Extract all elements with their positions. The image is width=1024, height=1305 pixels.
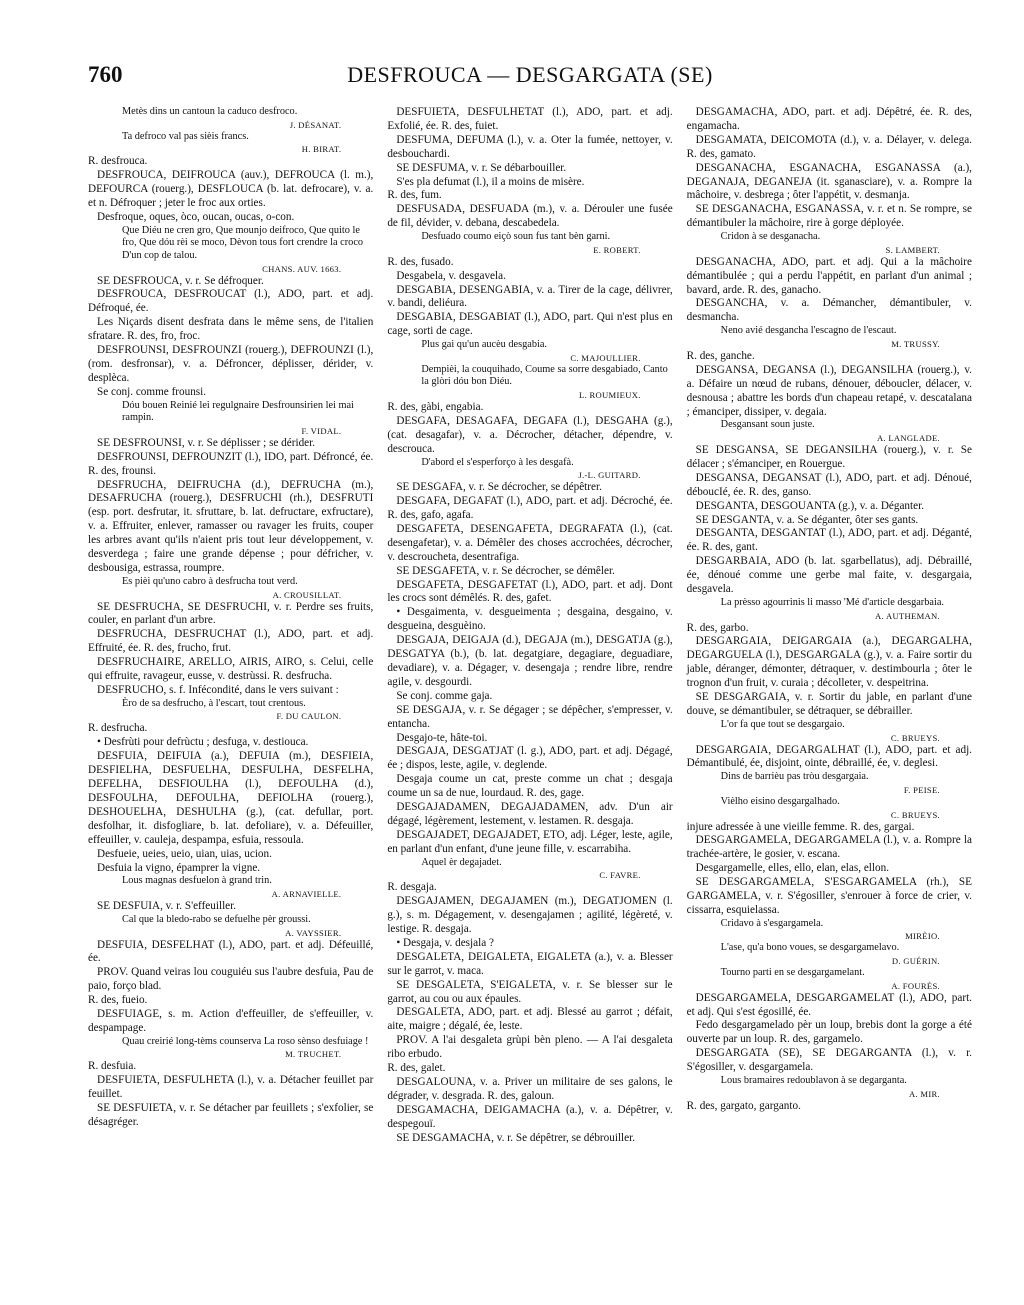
column-left xyxy=(88,106,373,1145)
entry-paragraph: SE DESFROUCA, v. r. Se défroquer. xyxy=(97,274,264,287)
entry-paragraph: • Desgaimenta, v. desgueimenta ; desgaina, desgaino, v. desgueina, desguèino. xyxy=(387,606,673,633)
quotation: Desfuado coumo eiçò soun fus tant bèn garni. xyxy=(421,231,611,243)
attribution: D. GUÉRIN. xyxy=(891,956,940,967)
entry-paragraph: DESGANSA, DEGANSA (l.), DEGANSILHA (rouerg.), v. a. Défaire un nœud de rubans, dénouer, déboucler, délacer, v. desnousa ; abattre les bords d'un chapeau retapé, v. descatalana ; émanciper, dissiper, v. degaia. xyxy=(686,363,972,418)
quotation: Quau creirié long-tèms counserva La roso sènso desfuiage ! xyxy=(122,1035,369,1047)
column-middle xyxy=(387,106,672,1145)
entry-paragraph: DESGANSA, DEGANSAT (l.), ADO, part. et adj. Dénoué, déboucIé, ée. R. des, ganso. xyxy=(686,471,972,498)
entry-paragraph: R. desfuia. xyxy=(88,1060,137,1073)
attribution: J.-L. GUITARD. xyxy=(578,470,641,481)
entry-paragraph: R. des, fueio. xyxy=(88,994,148,1007)
running-head: DESFROUCA — DESGARGATA (SE) xyxy=(347,62,713,87)
quotation: Dóu bouen Reinié lei regulgnaire Desfrounsirien lei mai rampin. xyxy=(122,399,354,424)
quotation: L'ase, qu'a bono voues, se desgargamelavo. xyxy=(720,942,900,954)
quotation: Èro de sa desfrucho, à l'escart, tout crentous. xyxy=(122,697,306,709)
entry-paragraph: SE DESFUIA, v. r. S'effeuiller. xyxy=(97,900,237,912)
entry-paragraph: DESGARGAIA, DEGARGALHAT (l.), ADO, part. et adj. Démantibulé, ée, disjoint, ointe, débraillé, ée, v. deglesi. xyxy=(686,743,972,770)
entry-paragraph: S'es pla defumat (l.), il a moins de misère. xyxy=(396,175,585,188)
attribution: F. DU CAULON. xyxy=(276,711,342,722)
entry-paragraph: DESGARGAMELA, DEGARGAMELA (l.), v. a. Rompre la trachée-artère, le gosier, v. escana. xyxy=(686,834,972,861)
attribution: A. VAYSSIER. xyxy=(285,927,342,938)
entry-paragraph: R. des, galet. xyxy=(387,1062,446,1075)
entry-paragraph: DESGAJADAMEN, DEGAJADAMEN, adv. D'un air dégagé, légèrement, lestement, v. lestamen. R. desgaja. xyxy=(387,801,673,827)
entry-paragraph: R. des, fum. xyxy=(387,189,442,202)
attribution: M. TRUCHET. xyxy=(285,1049,342,1060)
attribution: L. ROUMIEUX. xyxy=(579,389,641,400)
attribution: A. MIR. xyxy=(908,1088,940,1099)
entry-paragraph: SE DESFUIETA, v. r. Se détacher par feuillets ; s'exfolier, se désagréger. xyxy=(88,1102,374,1129)
entry-paragraph: DESFROUCA, DEIFROUCA (auv.), DEFROUCA (l. m.), DEFOURCA (rouerg.), DESFLOUCA (b. lat. defrocare), v. a. et n. Défroquer ; jeter le froc aux orties. xyxy=(88,169,374,209)
attribution: A. ARNAVIELLE. xyxy=(271,889,342,899)
entry-paragraph: DESGALETA, ADO, part. et adj. Blessé au garrot ; défait, aite, maigre ; dégalé, ée, leste. xyxy=(387,1006,673,1033)
entry-paragraph: DESFROUNSI, DESFROUNZI (rouerg.), DEFROUNZI (l.), (rom. desfronsar), v. a. Défroncer, déplisser, dérider, v. desplèca. xyxy=(88,344,374,384)
page-number: 760 xyxy=(88,62,123,87)
entry-paragraph: DESGANCHA, v. a. Démancher, démantibuler, v. desmancha. xyxy=(686,297,972,324)
entry-paragraph: DESGARBAIA, ADO (b. lat. sgarbellatus), adj. Débraillé, ée, dénoué comme une gerbe mal faite, v. desgargaia, desgavela. xyxy=(686,555,972,596)
entry-paragraph: DESFUIA, DESFELHAT (l.), ADO, part. et adj. Défeuillé, ée. xyxy=(88,938,374,965)
entry-paragraph: Fedo desgargamelado pèr un loup, brebis dont la gorge a été ouverte par un loup. R. des, gargamelo. xyxy=(686,1019,972,1046)
attribution: J. DÉSANAT. xyxy=(289,119,342,130)
entry-paragraph: DESGAMACHA, ADO, part. et adj. Dépêtré, ée. R. des, engamacha. xyxy=(686,106,972,132)
entry-paragraph: Desfroque, oques, òco, oucan, oucas, o-con. xyxy=(97,210,295,223)
entry-paragraph: SE DESGAMACHA, v. r. Se dépêtrer, se débrouiller. xyxy=(396,1131,636,1144)
entry-paragraph: injure adressée à une vieille femme. R. des, gargai. xyxy=(686,820,915,833)
attribution: A. LANGLADE. xyxy=(876,433,940,443)
attribution: M. TRUSSY. xyxy=(891,338,940,349)
columns xyxy=(88,106,972,1145)
attribution: MIRÈIO. xyxy=(905,931,940,942)
entry-paragraph: R. desfrucha. xyxy=(88,722,148,735)
entry-paragraph: DESFUMA, DEFUMA (l.), v. a. Oter la fumée, nettoyer, v. desbouchardi. xyxy=(387,133,673,160)
quotation: Vièlho eisino desgargalhado. xyxy=(720,795,840,807)
entry-paragraph: DESGANACHA, ESGANACHA, ESGANASSA (a.), DEGANAJA, DEGANEJA (it. sganasciare), v. a. Rompre la mâchoire, v. desbrega ; ôter l'appétit, v. desmanja. xyxy=(686,161,972,202)
column-right xyxy=(687,106,972,1145)
entry-paragraph: DESGAMATA, DEICOMOTA (d.), v. a. Délayer, v. delega. R. des, gamato. xyxy=(686,133,972,160)
entry-paragraph: DESFUIETA, DESFULHETA (l.), v. a. Détacher feuillet par feuillet. xyxy=(88,1074,374,1101)
entry-paragraph: SE DESGAJA, v. r. Se dégager ; se dépêcher, s'empresser, v. entancha. xyxy=(387,703,673,730)
entry-paragraph: SE DESGANSA, SE DEGANSILHA (rouerg.), v. r. Se délacer ; s'émanciper, en Rouergue. xyxy=(686,444,972,470)
quotation: Metès dins un cantoun la caduco desfroco. xyxy=(122,106,298,117)
entry-paragraph: SE DESGAFA, v. r. Se décrocher, se dépêtrer. xyxy=(396,481,602,494)
attribution: C. BRUEYS. xyxy=(890,732,940,743)
entry-paragraph: SE DESGANACHA, ESGANASSA, v. r. et n. Se rompre, se démantibuler la mâchoire, rire à gorge déployée. xyxy=(686,203,972,230)
quotation: Cridavo à s'esgargamela. xyxy=(720,917,824,929)
quotation: Es pièi qu'uno cabro à desfrucha tout verd. xyxy=(122,575,298,587)
entry-paragraph: DESFUSADA, DESFUADA (m.), v. a. Dérouler une fusée de fil, dévider, v. debana, descabedela. xyxy=(387,203,673,230)
entry-paragraph: SE DESGANTA, v. a. Se déganter, ôter ses gants. xyxy=(695,513,919,526)
entry-paragraph: DESGAFETA, DESGAFETAT (l.), ADO, part. et adj. Dont les crocs sont démêlés. R. des, gafet. xyxy=(387,578,673,605)
entry-paragraph: DESGAJAMEN, DEGAJAMEN (m.), DEGATJOMEN (l. g.), s. m. Dégagement, v. desengajamen ; agilité, légèreté, v. lestige. R. desgaja. xyxy=(387,895,673,935)
entry-paragraph: DESGALOUNA, v. a. Priver un militaire de ses galons, le dégrader, v. desgrada. R. des, galoun. xyxy=(387,1075,673,1102)
entry-paragraph: DESGAJA, DESGATJAT (l. g.), ADO, part. et adj. Dégagé, ée ; dispos, leste, agile, v. deglende. xyxy=(387,745,673,772)
entry-paragraph: DESGABIA, DESENGABIA, v. a. Tirer de la cage, délivrer, v. bandi, deliéura. xyxy=(387,283,673,310)
entry-paragraph: DESGAFA, DESAGAFA, DEGAFA (l.), DESGAHA (g.), (cat. desagafar), v. a. Décrocher, détacher, dépendre, v. descrouca. xyxy=(387,414,673,455)
entry-paragraph: R. des, gàbi, engabia. xyxy=(387,400,484,413)
entry-paragraph: • Desgaja, v. desjala ? xyxy=(396,936,494,949)
quotation: Tourno parti en se desgargamelant. xyxy=(720,967,865,979)
attribution: F. PEISE. xyxy=(903,784,940,795)
entry-paragraph: R. des, gargato, garganto. xyxy=(686,1099,801,1112)
quotation: Cridon à se desganacha. xyxy=(720,231,821,243)
attribution: H. BIRAT. xyxy=(301,144,342,155)
entry-paragraph: DESGALETA, DEIGALETA, EIGALETA (a.), v. a. Blesser sur le garrot, v. maca. xyxy=(387,950,673,977)
attribution: S. LAMBERT. xyxy=(885,244,940,255)
attribution: A. AUTHEMAN. xyxy=(875,610,940,621)
entry-paragraph: DESFROUNSI, DEFROUNZIT (l.), IDO, part. Défroncé, ée. R. des, frounsi. xyxy=(88,450,374,477)
entry-paragraph: DESGAFETA, DESENGAFETA, DEGRAFATA (l.), (cat. desengafetar), v. a. Démêler des choses accrochées, décrocher, v. descroucheta, desentrafiga. xyxy=(387,522,673,563)
quotation: Plus gai qu'un aucèu desgabia. xyxy=(421,339,548,351)
entry-paragraph: PROV. Quand veiras lou couguiéu sus l'aubre desfuia, Pau de paio, forço blad. xyxy=(88,966,374,993)
attribution: C. FAVRE. xyxy=(599,870,641,881)
entry-paragraph: R. desgaja. xyxy=(387,881,437,894)
quotation: Cal que la bledo-rabo se defuelhe pèr groussi. xyxy=(122,913,311,925)
entry-paragraph: DESGAJA, DEIGAJA (d.), DEGAJA (m.), DESGATJA (g.), DESGATYA (b.), (b. lat. degatgiare, degagiare, deguadiare, devadiare), v. a. Dégager, v. desengaja ; rendre libre, rendre agile, v. desgourdi. xyxy=(387,634,673,688)
quotation: Lous bramaires redoublavon à se degarganta. xyxy=(720,1075,907,1087)
entry-paragraph: DESGABIA, DESGABIAT (l.), ADO, part. Qui n'est plus en cage, sorti de cage. xyxy=(387,311,673,338)
entry-paragraph: DESGAFA, DEGAFAT (l.), ADO, part. et adj. Décroché, ée. R. des, gafo, agafa. xyxy=(387,495,673,521)
entry-paragraph: R. des, fusado. xyxy=(387,255,454,268)
entry-paragraph: DESGARGATA (SE), SE DEGARGANTA (l.), v. r. S'égosiller, v. desgargamela. xyxy=(686,1047,972,1074)
entry-paragraph: DESFRUCHA, DESFRUCHAT (l.), ADO, part. et adj. Effruité, ée. R. des, frucho, frut. xyxy=(88,628,374,655)
entry-paragraph: R. desfrouca. xyxy=(88,155,148,168)
entry-paragraph: DESGAJADET, DEGAJADET, ETO, adj. Léger, leste, agile, en parlant d'un enfant, d'une jeune fille, v. escarrabiha. xyxy=(387,828,673,855)
entry-paragraph: SE DESGAFETA, v. r. Se décrocher, se démêler. xyxy=(396,564,615,577)
entry-paragraph: DESFRUCHA, DEIFRUCHA (d.), DEFRUCHA (m.), DESAFRUCHA (rouerg.), DESFRUCHI (rh.), DESFRUTI (esp. port. desfrutar, it. sfruttare, b. lat. defructare, exfructare), v. a. Effruiter, enlever, ramasser ou ravager les fruits, couper les arbres avant qu'ils n'aient pris tout leur développement, v. desverdega ; faire une grande dépense ; pour défricher, v. desbousiga, estrassa, roumpre. xyxy=(88,478,374,574)
entry-paragraph: Desgargamelle, elles, ello, elan, elas, ellon. xyxy=(695,862,889,875)
entry-paragraph: DESFUIAGE, s. m. Action d'effeuiller, de s'effeuiller, v. despampage. xyxy=(88,1008,374,1034)
entry-paragraph: DESGANTA, DESGANTAT (l.), ADO, part. et adj. Déganté, ée. R. des, gant. xyxy=(686,527,972,554)
entry-paragraph: Se conj. comme frounsi. xyxy=(97,385,207,398)
attribution: A. CROUSILLAT. xyxy=(272,589,342,600)
entry-paragraph: R. des, ganche. xyxy=(686,349,755,362)
entry-paragraph: Les Niçards disent desfrata dans le même sens, de l'italien sfratare. R. des, fro, froc. xyxy=(88,316,374,343)
quotation: Lous magnas desfuelon à grand trin. xyxy=(122,875,272,887)
quotation: La prèsso agourrinis li masso 'Mé d'article desgarbaia. xyxy=(720,596,944,608)
quotation: Desgansant soun juste. xyxy=(720,419,815,431)
quotation: Ta defroco val pas sièis francs. xyxy=(122,130,249,142)
attribution: F. VIDAL. xyxy=(301,425,342,436)
entry-paragraph: SE DESGARGAMELA, S'ESGARGAMELA (rh.), SE GARGAMELA, v. r. S'égosiller, s'enrouer à force de crier, v. cissarra, esquielassa. xyxy=(686,876,972,916)
entry-paragraph: • Desfrùti pour defrùctu ; desfuga, v. destiouca. xyxy=(97,736,309,749)
entry-paragraph: DESGAMACHA, DEIGAMACHA (a.), v. a. Dépêtrer, v. despegouï. xyxy=(387,1103,673,1130)
attribution: C. BRUEYS. xyxy=(890,809,940,820)
quotation: Dempièi, la couquihado, Coume sa sorre desgabiado, Canto la glòri dóu bon Diéu. xyxy=(421,363,668,388)
entry-paragraph: R. des, garbo. xyxy=(686,621,749,634)
entry-paragraph: Desfueie, ueies, ueio, uian, uias, ucion. xyxy=(97,847,272,860)
quotation: Neno avié desgancha l'escagno de l'escaut. xyxy=(720,325,897,337)
entry-paragraph: DESGANTA, DESGOUANTA (g.), v. a. Déganter. xyxy=(695,499,924,512)
entry-paragraph: Desfuia la vigno, épamprer la vigne. xyxy=(97,861,261,874)
entry-paragraph: DESFUIETA, DESFULHETAT (l.), ADO, part. et adj. Exfolié, ée. R. des, fuiet. xyxy=(387,106,673,132)
entry-paragraph: PROV. A l'ai desgaleta grùpi bèn pleno. — A l'ai desgaleta ribo erbudo. xyxy=(387,1034,673,1061)
entry-paragraph: DESGANACHA, ADO, part. et adj. Qui a la mâchoire démantibulée ; qui a perdu l'appétit, en parlant d'un animal ; bavard, arde. R. des, ganacho. xyxy=(686,255,972,296)
attribution: A. FOURÈS. xyxy=(891,980,940,991)
entry-paragraph: DESFRUCHO, s. f. Infécondité, dans le vers suivant : xyxy=(97,683,339,696)
entry-paragraph: Se conj. comme gaja. xyxy=(396,689,493,702)
quotation: Que Diéu ne cren gro, Que mounjo deifroco, Que quito le fro, Que dóu rèi se moco, Dèvon tous fort crendre la croco D'un cop de talou. xyxy=(122,224,364,261)
quotation: Aquel èr degajadet. xyxy=(421,856,502,868)
entry-paragraph: DESGARGAIA, DEIGARGAIA (a.), DEGARGALHA, DEGARGUELA (l.), DESGARGALA (g.), v. a. Faire sortir du jable, déranger, démonter, détraquer, v. destimbourla ; ôter le trognon d'un fruit, v. curaia ; décolleter, v. despeitrina. xyxy=(686,635,972,690)
attribution: E. ROBERT. xyxy=(593,244,641,255)
quotation: Dins de barrièu pas tròu desgargaia. xyxy=(720,771,869,783)
entry-paragraph: SE DESGARGAIA, v. r. Sortir du jable, en parlant d'une douve, se démantibuler, se détraquer, se débrailler. xyxy=(686,691,972,717)
entry-paragraph: DESGARGAMELA, DESGARGAMELAT (l.), ADO, part. et adj. Qui s'est égosillé, ée. xyxy=(686,991,972,1018)
attribution: C. MAJOULLIER. xyxy=(570,352,641,363)
entry-paragraph: DESFUIA, DEIFUIA (a.), DEFUIA (m.), DESFIEIA, DESFIELHA, DESFUELHA, DESFULHA, DESFELHA, DEFELHA, DESFIOULHA (l.), DEFOULHA (d.), DESFOULHA, DEFOULHA, DEFIOLHA (rouerg.), DESHOUELHA, DESHULHA (g.), (cat. defullar, port. desfolhar, it. disfogliare, b. lat. defoliare), v. a. Défeuiller, effeuiller, v. cauleja, despampa, esfuia, ressoula. xyxy=(88,750,374,846)
quotation: L'or fa que tout se desgargaio. xyxy=(720,718,845,730)
page-header xyxy=(88,62,972,102)
entry-paragraph: SE DESFROUNSI, v. r. Se déplisser ; se dérider. xyxy=(97,436,316,449)
attribution: CHANS. AUV. 1663. xyxy=(262,263,342,274)
entry-paragraph: SE DESFUMA, v. r. Se débarbouiller. xyxy=(396,161,567,174)
entry-paragraph: Desgajo-te, hâte-toi. xyxy=(396,731,488,744)
entry-paragraph: Desgaja coume un cat, preste comme un chat ; desgaja coume un sa de nue, lourdaud. R. des, gage. xyxy=(387,773,673,800)
quotation: D'abord el s'esperforço à les desgafà. xyxy=(421,456,574,468)
entry-paragraph: Desgabela, v. desgavela. xyxy=(396,269,506,282)
entry-paragraph: SE DESGALETA, S'EIGALETA, v. r. Se blesser sur le garrot, au cou ou aux épaules. xyxy=(387,978,673,1005)
entry-paragraph: DESFROUCA, DESFROUCAT (l.), ADO, part. et adj. Défroqué, ée. xyxy=(88,288,374,315)
entry-paragraph: DESFRUCHAIRE, ARELLO, AIRIS, AIRO, s. Celui, celle qui effruite, ravageur, eusse, v. destrùssi. R. desfrucha. xyxy=(88,656,374,683)
entry-paragraph: SE DESFRUCHA, SE DESFRUCHI, v. r. Perdre ses fruits, couler, en parlant d'un arbre. xyxy=(88,600,374,627)
